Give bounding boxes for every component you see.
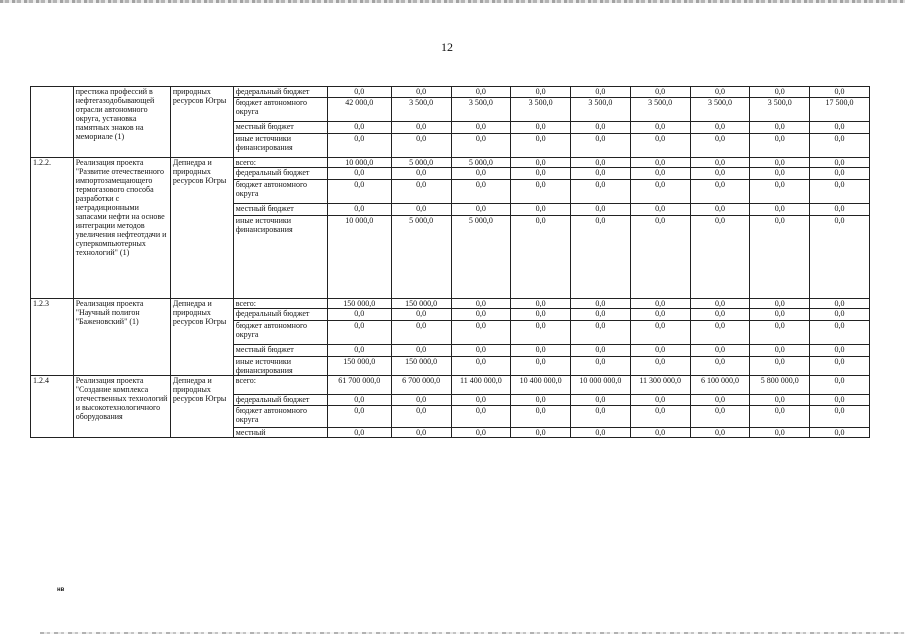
footer-mark: нв	[57, 587, 65, 593]
amount-cell: 0,0	[810, 357, 870, 376]
amount-cell: 0,0	[451, 122, 511, 134]
amount-cell: 0,0	[571, 168, 631, 180]
amount-cell: 0,0	[327, 321, 391, 345]
amount-cell: 0,0	[451, 395, 511, 406]
amount-cell: 0,0	[571, 204, 631, 216]
amount-cell: 0,0	[391, 87, 451, 98]
amount-cell: 17 500,0	[810, 98, 870, 122]
amount-cell: 0,0	[391, 204, 451, 216]
amount-cell: 3 500,0	[451, 98, 511, 122]
amount-cell: 0,0	[451, 406, 511, 428]
amount-cell: 0,0	[571, 357, 631, 376]
amount-cell: 0,0	[630, 216, 690, 299]
amount-cell: 3 500,0	[690, 98, 750, 122]
table-row	[31, 376, 870, 395]
item-executor: Депнедра и природных ресурсов Югры	[170, 158, 233, 299]
amount-cell: 6 100 000,0	[690, 376, 750, 395]
funding-source-label: местный	[233, 428, 327, 438]
amount-cell: 42 000,0	[327, 98, 391, 122]
amount-cell: 0,0	[810, 122, 870, 134]
amount-cell: 0,0	[391, 309, 451, 321]
amount-cell: 0,0	[511, 406, 571, 428]
amount-cell: 0,0	[511, 158, 571, 168]
amount-cell: 3 500,0	[571, 98, 631, 122]
amount-cell: 11 400 000,0	[451, 376, 511, 395]
funding-source-label: федеральный бюджет	[233, 87, 327, 98]
amount-cell: 0,0	[810, 158, 870, 168]
amount-cell: 0,0	[571, 395, 631, 406]
amount-cell: 0,0	[571, 122, 631, 134]
amount-cell: 0,0	[690, 309, 750, 321]
amount-cell: 0,0	[810, 395, 870, 406]
amount-cell: 0,0	[690, 204, 750, 216]
amount-cell: 0,0	[630, 122, 690, 134]
amount-cell: 0,0	[810, 180, 870, 204]
amount-cell: 0,0	[571, 180, 631, 204]
amount-cell: 0,0	[690, 216, 750, 299]
amount-cell: 6 700 000,0	[391, 376, 451, 395]
amount-cell: 0,0	[690, 345, 750, 357]
amount-cell: 150 000,0	[327, 357, 391, 376]
funding-source-label: бюджет автономного округа	[233, 98, 327, 122]
amount-cell: 5 000,0	[391, 158, 451, 168]
amount-cell: 0,0	[750, 122, 810, 134]
amount-cell: 0,0	[571, 309, 631, 321]
amount-cell: 0,0	[451, 345, 511, 357]
amount-cell: 0,0	[750, 134, 810, 158]
page-number: 12	[441, 40, 453, 54]
funding-source-label: иные источники финансирования	[233, 357, 327, 376]
scan-edge-top	[0, 0, 905, 3]
amount-cell: 3 500,0	[391, 98, 451, 122]
amount-cell: 0,0	[690, 357, 750, 376]
item-code: 1.2.4	[31, 376, 74, 438]
amount-cell: 0,0	[451, 309, 511, 321]
amount-cell: 0,0	[690, 87, 750, 98]
funding-table	[30, 86, 870, 438]
amount-cell: 0,0	[391, 345, 451, 357]
amount-cell: 0,0	[511, 299, 571, 309]
funding-source-label: иные источники финансирования	[233, 216, 327, 299]
item-name: престижа профессий в нефтегазодобывающей отрасли автономного округа, установка памятных знаков на мемориале (1)	[73, 87, 170, 158]
amount-cell: 0,0	[571, 216, 631, 299]
amount-cell: 0,0	[327, 122, 391, 134]
amount-cell: 0,0	[511, 321, 571, 345]
amount-cell: 0,0	[451, 321, 511, 345]
amount-cell: 0,0	[511, 216, 571, 299]
amount-cell: 0,0	[451, 204, 511, 216]
amount-cell: 0,0	[327, 395, 391, 406]
funding-source-label: иные источники финансирования	[233, 134, 327, 158]
funding-source-label: федеральный бюджет	[233, 168, 327, 180]
amount-cell: 0,0	[750, 345, 810, 357]
amount-cell: 0,0	[571, 406, 631, 428]
amount-cell: 3 500,0	[511, 98, 571, 122]
funding-source-label: местный бюджет	[233, 345, 327, 357]
funding-source-label: всего:	[233, 376, 327, 395]
item-code: 1.2.2.	[31, 158, 74, 299]
amount-cell: 0,0	[391, 134, 451, 158]
amount-cell: 0,0	[750, 158, 810, 168]
amount-cell: 0,0	[810, 216, 870, 299]
amount-cell: 0,0	[451, 168, 511, 180]
amount-cell: 0,0	[690, 395, 750, 406]
scan-edge-bottom	[40, 632, 905, 634]
amount-cell: 0,0	[810, 168, 870, 180]
amount-cell: 0,0	[327, 168, 391, 180]
amount-cell: 0,0	[571, 134, 631, 158]
amount-cell: 0,0	[451, 299, 511, 309]
amount-cell: 0,0	[511, 122, 571, 134]
funding-source-label: всего:	[233, 158, 327, 168]
amount-cell: 0,0	[511, 180, 571, 204]
amount-cell: 0,0	[810, 376, 870, 395]
amount-cell: 0,0	[750, 321, 810, 345]
amount-cell: 0,0	[571, 321, 631, 345]
amount-cell: 0,0	[511, 357, 571, 376]
amount-cell: 0,0	[571, 345, 631, 357]
amount-cell: 0,0	[630, 321, 690, 345]
amount-cell: 0,0	[750, 406, 810, 428]
amount-cell: 0,0	[630, 406, 690, 428]
item-executor: Депнедра и природных ресурсов Югры	[170, 376, 233, 438]
amount-cell: 0,0	[690, 321, 750, 345]
amount-cell: 0,0	[750, 428, 810, 438]
amount-cell: 0,0	[810, 204, 870, 216]
amount-cell: 0,0	[511, 309, 571, 321]
amount-cell: 0,0	[327, 428, 391, 438]
funding-source-label: бюджет автономного округа	[233, 180, 327, 204]
amount-cell: 0,0	[690, 158, 750, 168]
amount-cell: 0,0	[750, 299, 810, 309]
amount-cell: 3 500,0	[630, 98, 690, 122]
funding-source-label: федеральный бюджет	[233, 395, 327, 406]
amount-cell: 0,0	[451, 134, 511, 158]
amount-cell: 61 700 000,0	[327, 376, 391, 395]
amount-cell: 0,0	[630, 299, 690, 309]
amount-cell: 150 000,0	[391, 299, 451, 309]
amount-cell: 0,0	[750, 180, 810, 204]
amount-cell: 0,0	[630, 87, 690, 98]
amount-cell: 0,0	[630, 357, 690, 376]
amount-cell: 0,0	[690, 180, 750, 204]
amount-cell: 10 000,0	[327, 158, 391, 168]
amount-cell: 0,0	[451, 180, 511, 204]
amount-cell: 0,0	[810, 406, 870, 428]
amount-cell: 0,0	[391, 428, 451, 438]
amount-cell: 0,0	[511, 87, 571, 98]
amount-cell: 0,0	[327, 134, 391, 158]
amount-cell: 0,0	[391, 168, 451, 180]
table-row	[31, 299, 870, 309]
item-name: Реализация проекта "Создание комплекса отечественных технологий и высокотехнологичного оборудования	[73, 376, 170, 438]
funding-source-label: бюджет автономного округа	[233, 321, 327, 345]
item-name: Реализация проекта "Научный полигон "Баженовский" (1)	[73, 299, 170, 376]
amount-cell: 0,0	[690, 122, 750, 134]
item-code: 1.2.3	[31, 299, 74, 376]
amount-cell: 0,0	[391, 180, 451, 204]
amount-cell: 5 000,0	[391, 216, 451, 299]
amount-cell: 0,0	[750, 168, 810, 180]
amount-cell: 0,0	[810, 87, 870, 98]
amount-cell: 0,0	[630, 428, 690, 438]
amount-cell: 0,0	[327, 87, 391, 98]
amount-cell: 0,0	[511, 204, 571, 216]
amount-cell: 0,0	[630, 345, 690, 357]
amount-cell: 0,0	[810, 299, 870, 309]
amount-cell: 0,0	[571, 299, 631, 309]
amount-cell: 0,0	[571, 428, 631, 438]
item-code	[31, 87, 74, 158]
amount-cell: 0,0	[511, 428, 571, 438]
amount-cell: 10 400 000,0	[511, 376, 571, 395]
funding-source-label: бюджет автономного округа	[233, 406, 327, 428]
funding-source-label: федеральный бюджет	[233, 309, 327, 321]
item-name: Реализация проекта "Развитие отечественного импортозамещающего термогазового способа разработки с нетрадиционными запасами нефти на основе интеграции методов увеличения нефтеотдачи и суперкомпьютерных технологий" (1)	[73, 158, 170, 299]
amount-cell: 0,0	[630, 204, 690, 216]
amount-cell: 0,0	[750, 216, 810, 299]
amount-cell: 0,0	[451, 428, 511, 438]
amount-cell: 0,0	[511, 134, 571, 158]
amount-cell: 0,0	[327, 345, 391, 357]
amount-cell: 0,0	[630, 168, 690, 180]
amount-cell: 0,0	[511, 345, 571, 357]
amount-cell: 0,0	[630, 395, 690, 406]
amount-cell: 0,0	[750, 309, 810, 321]
amount-cell: 0,0	[451, 87, 511, 98]
amount-cell: 0,0	[391, 122, 451, 134]
amount-cell: 0,0	[327, 309, 391, 321]
amount-cell: 5 000,0	[451, 216, 511, 299]
amount-cell: 150 000,0	[327, 299, 391, 309]
table-row	[31, 87, 870, 98]
funding-source-label: местный бюджет	[233, 204, 327, 216]
amount-cell: 0,0	[810, 428, 870, 438]
amount-cell: 0,0	[451, 357, 511, 376]
amount-cell: 5 800 000,0	[750, 376, 810, 395]
amount-cell: 0,0	[327, 180, 391, 204]
amount-cell: 150 000,0	[391, 357, 451, 376]
amount-cell: 0,0	[690, 168, 750, 180]
amount-cell: 0,0	[571, 87, 631, 98]
amount-cell: 10 000 000,0	[571, 376, 631, 395]
amount-cell: 0,0	[630, 309, 690, 321]
amount-cell: 0,0	[690, 299, 750, 309]
funding-table-body	[31, 87, 870, 438]
amount-cell: 0,0	[571, 158, 631, 168]
amount-cell: 0,0	[391, 406, 451, 428]
amount-cell: 0,0	[511, 395, 571, 406]
funding-source-label: местный бюджет	[233, 122, 327, 134]
amount-cell: 0,0	[630, 180, 690, 204]
amount-cell: 0,0	[690, 428, 750, 438]
amount-cell: 0,0	[511, 168, 571, 180]
amount-cell: 0,0	[810, 309, 870, 321]
amount-cell: 0,0	[690, 134, 750, 158]
item-executor: природных ресурсов Югры	[170, 87, 233, 158]
amount-cell: 0,0	[750, 357, 810, 376]
amount-cell: 0,0	[810, 345, 870, 357]
amount-cell: 5 000,0	[451, 158, 511, 168]
amount-cell: 10 000,0	[327, 216, 391, 299]
table-row	[31, 158, 870, 168]
amount-cell: 0,0	[750, 204, 810, 216]
amount-cell: 0,0	[630, 158, 690, 168]
amount-cell: 0,0	[810, 321, 870, 345]
amount-cell: 0,0	[810, 134, 870, 158]
item-executor: Депнедра и природных ресурсов Югры	[170, 299, 233, 376]
amount-cell: 0,0	[327, 406, 391, 428]
amount-cell: 0,0	[750, 87, 810, 98]
funding-source-label: всего:	[233, 299, 327, 309]
amount-cell: 0,0	[391, 321, 451, 345]
amount-cell: 0,0	[327, 204, 391, 216]
amount-cell: 3 500,0	[750, 98, 810, 122]
amount-cell: 0,0	[750, 395, 810, 406]
amount-cell: 0,0	[690, 406, 750, 428]
amount-cell: 11 300 000,0	[630, 376, 690, 395]
amount-cell: 0,0	[630, 134, 690, 158]
amount-cell: 0,0	[391, 395, 451, 406]
